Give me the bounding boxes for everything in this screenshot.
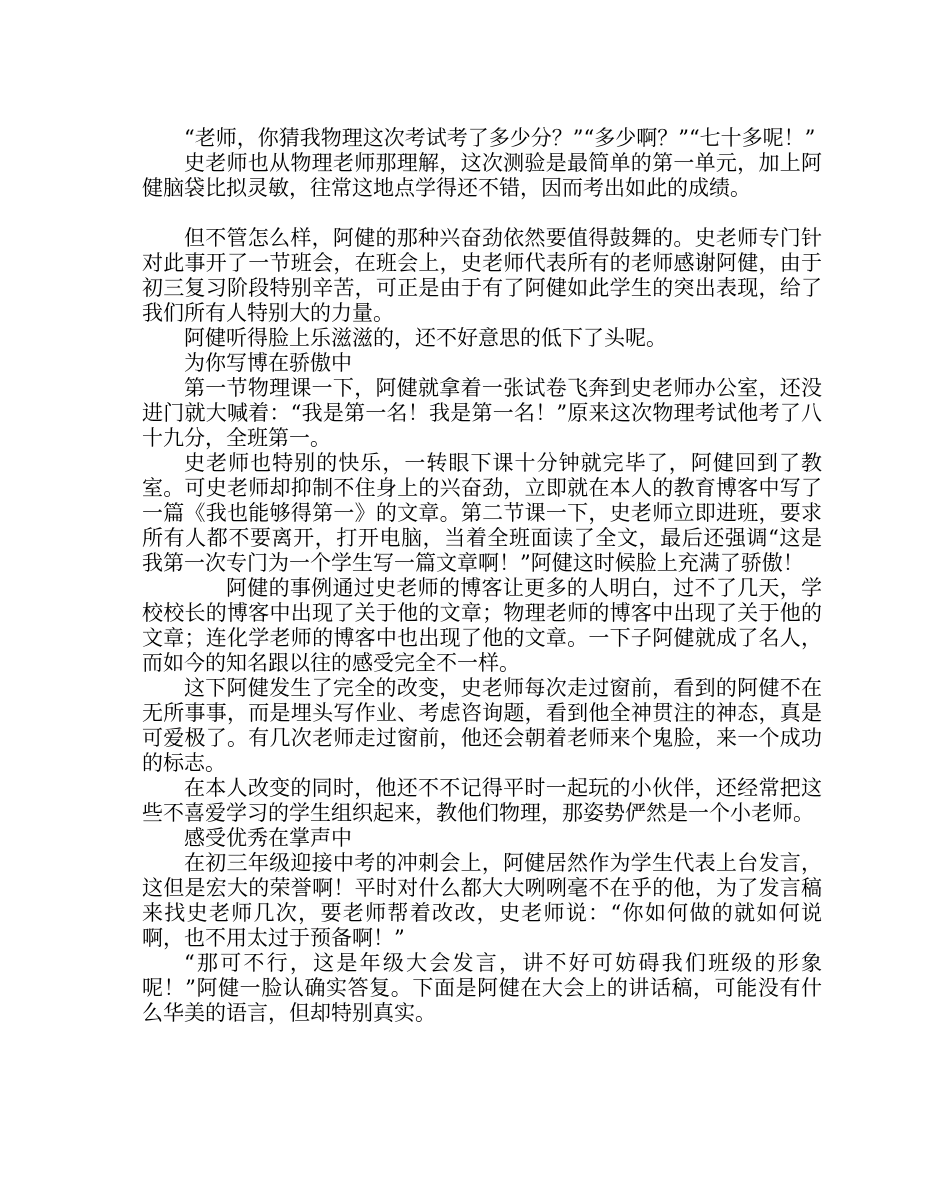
paragraph-speech-intro: “那可不行，这是年级大会发言，讲不好可妨碍我们班级的形象呢！”阿健一脸认确实答复。下面是阿健在大会上的讲话稿，可能没有什么华美的语言，但却特别真实。 [142, 951, 822, 1025]
paragraph-little-teacher: 在本人改变的同时，他还不不记得平时一起玩的小伙伴，还经常把这些不喜爱学习的学生组织起来，教他们物理，那姿势俨然是一个小老师。 [142, 776, 822, 825]
paragraph-spacer [142, 201, 822, 226]
paragraph-class-meeting: 但不管怎么样，阿健的那种兴奋劲依然要值得鼓舞的。史老师专门针对此事开了一节班会，在班会上，史老师代表所有的老师感谢阿健，由于初三复习阶段特别辛苦，可正是由于有了阿健如此学生的突出表现，给了我们所有人特别大的力量。 [142, 226, 822, 325]
paragraph-teacher-understands: 史老师也从物理老师那理解，这次测验是最简单的第一单元，加上阿健脑袋比拟灵敏，往常这地点学得还不错，因而考出如此的成绩。 [142, 151, 822, 200]
paragraph-quote-score: “老师，你猜我物理这次考试考了多少分？”“多少啊？”“七十多呢！” [184, 126, 816, 150]
paragraph-change: 这下阿健发生了完全的改变，史老师每次走过窗前，看到的阿健不在无所事事，而是埋头写作业、考虑咨询题，看到他全神贯注的神态，真是可爱极了。有几次老师走过窗前，他还会朝着老师来个鬼脸，来一个成功的标志。 [142, 676, 822, 775]
section-heading-blog: 为你写博在骄傲中 [184, 351, 352, 375]
paragraph-blog-article: 史老师也特别的快乐，一转眼下课十分钟就完毕了，阿健回到了教室。可史老师却抑制不住身上的兴奋劲，立即就在本人的教育博客中写了一篇《我也能够得第一》的文章。第二节课一下，史老师立即进班，要求所有人都不要离开，打开电脑，当着全班面读了全文，最后还强调“这是我第一次专门为一个学生写一篇文章啊！”阿健这时候脸上充满了骄傲！ [142, 451, 822, 575]
section-heading-applause: 感受优秀在掌声中 [184, 826, 352, 850]
paragraph-first-place: 第一节物理课一下，阿健就拿着一张试卷飞奔到史老师办公室，还没进门就大喊着：“我是第一名！我是第一名！”原来这次物理考试他考了八十九分，全班第一。 [142, 376, 822, 450]
paragraph-speech-prep: 在初三年级迎接中考的冲刺会上，阿健居然作为学生代表上台发言，这但是宏大的荣誉啊！平时对什么都大大咧咧毫不在乎的他，为了发言稿来找史老师几次，要老师帮着改改，史老师说：“你如何做的就如何说啊，也不用太过于预备啊！” [142, 851, 822, 950]
paragraph-famous: 阿健的事例通过史老师的博客让更多的人明白，过不了几天，学校校长的博客中出现了关于他的文章；物理老师的博客中出现了关于他的文章；连化学老师的博客中也出现了他的文章。一下子阿健就成了名人，而如今的知名跟以往的感受完全不一样。 [142, 576, 822, 675]
paragraph-shy-reaction: 阿健听得脸上乐滋滋的，还不好意思的低下了头呢。 [184, 326, 667, 350]
document-page [142, 126, 822, 1026]
